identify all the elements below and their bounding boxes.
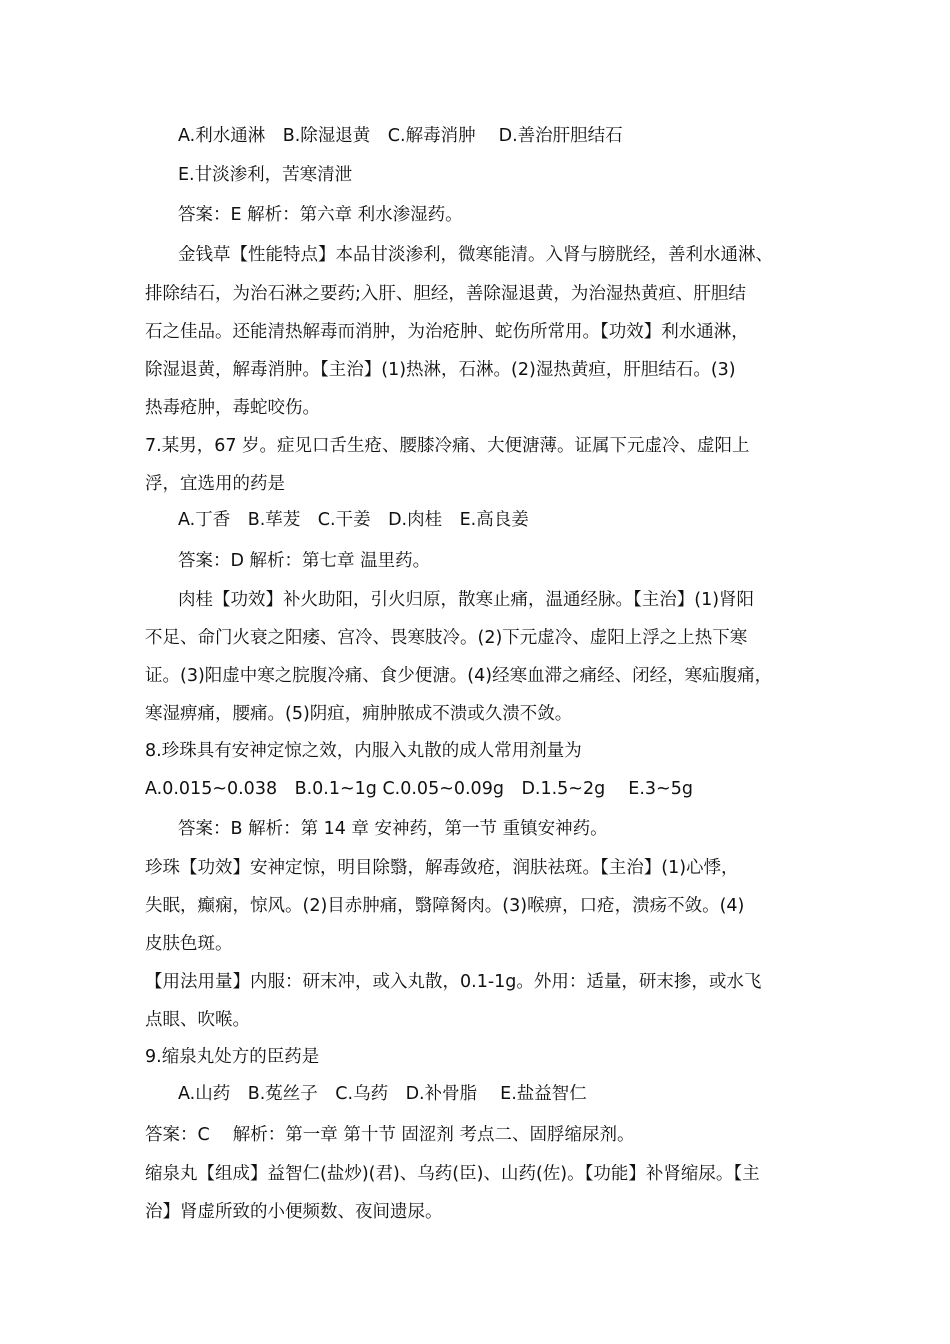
q9-question: 9.缩泉丸处方的臣药是 bbox=[145, 1047, 320, 1067]
q7-explanation-line: 肉桂【功效】补火助阳，引火归原，散寒止痛，温通经脉。【主治】(1)肾阳 bbox=[178, 590, 755, 610]
q8-dosage-line: 点眼、吹喉。 bbox=[145, 1010, 250, 1030]
q8-options: A.0.015~0.038 B.0.1~1g C.0.05~0.09g D.1.5~2g E.3~5g bbox=[145, 779, 693, 799]
q6-options-line-2: E.甘淡渗利，苦寒清泄 bbox=[178, 165, 353, 185]
q6-explanation-line: 排除结石，为治石淋之要药;入肝、胆经，善除湿退黄，为治湿热黄疸、肝胆结 bbox=[145, 284, 746, 304]
q7-question-line: 浮，宜选用的药是 bbox=[145, 474, 285, 494]
q8-answer: 答案：B 解析：第 14 章 安神药，第一节 重镇安神药。 bbox=[178, 819, 608, 839]
q8-dosage-line: 【用法用量】内服：研末冲，或入丸散，0.1-1g。外用：适量，研末掺，或水飞 bbox=[145, 972, 762, 992]
q7-answer: 答案：D 解析：第七章 温里药。 bbox=[178, 551, 431, 571]
q8-question: 8.珍珠具有安神定惊之效，内服入丸散的成人常用剂量为 bbox=[145, 741, 582, 761]
q9-explanation-line: 治】肾虚所致的小便频数、夜间遗尿。 bbox=[145, 1202, 443, 1222]
q6-explanation-line: 热毒疮肿，毒蛇咬伤。 bbox=[145, 398, 320, 418]
q7-explanation-line: 寒湿痹痛，腰痛。(5)阴疽，痈肿脓成不溃或久溃不敛。 bbox=[145, 704, 573, 724]
q7-options: A.丁香 B.荜茇 C.干姜 D.肉桂 E.高良姜 bbox=[178, 510, 529, 530]
q6-answer: 答案：E 解析：第六章 利水渗湿药。 bbox=[178, 205, 463, 225]
q8-explanation-line: 珍珠【功效】安神定惊，明目除翳，解毒敛疮，润肤祛斑。【主治】(1)心悸， bbox=[145, 858, 739, 878]
q9-options: A.山药 B.菟丝子 C.乌药 D.补骨脂 E.盐益智仁 bbox=[178, 1084, 587, 1104]
q6-explanation-line: 金钱草【性能特点】本品甘淡渗利，微寒能清。入肾与膀胱经，善利水通淋、 bbox=[178, 245, 773, 265]
q8-explanation-line: 失眠，癫痫，惊风。(2)目赤肿痛，翳障胬肉。(3)喉痹，口疮，溃疡不敛。(4) bbox=[145, 896, 745, 916]
q7-explanation-line: 不足、命门火衰之阳痿、宫冷、畏寒肢冷。(2)下元虚冷、虚阳上浮之上热下寒 bbox=[145, 628, 748, 648]
q9-answer: 答案：C 解析：第一章 第十节 固涩剂 考点二、固脬缩尿剂。 bbox=[145, 1125, 635, 1145]
q8-explanation-line: 皮肤色斑。 bbox=[145, 934, 233, 954]
q6-explanation-line: 除湿退黄，解毒消肿。【主治】(1)热淋，石淋。(2)湿热黄疸，肝胆结石。(3) bbox=[145, 360, 736, 380]
q7-question-line: 7.某男，67 岁。症见口舌生疮、腰膝冷痛、大便溏薄。证属下元虚冷、虚阳上 bbox=[145, 436, 750, 456]
q6-explanation-line: 石之佳品。还能清热解毒而消肿，为治疮肿、蛇伤所常用。【功效】利水通淋， bbox=[145, 322, 749, 342]
q7-explanation-line: 证。(3)阳虚中寒之脘腹冷痛、食少便溏。(4)经寒血滞之痛经、闭经，寒疝腹痛， bbox=[145, 666, 773, 686]
q9-explanation-line: 缩泉丸【组成】益智仁(盐炒)(君)、乌药(臣)、山药(佐)。【功能】补肾缩尿。【主 bbox=[145, 1164, 760, 1184]
q6-options-line-1: A.利水通淋 B.除湿退黄 C.解毒消肿 D.善治肝胆结石 bbox=[178, 126, 623, 146]
